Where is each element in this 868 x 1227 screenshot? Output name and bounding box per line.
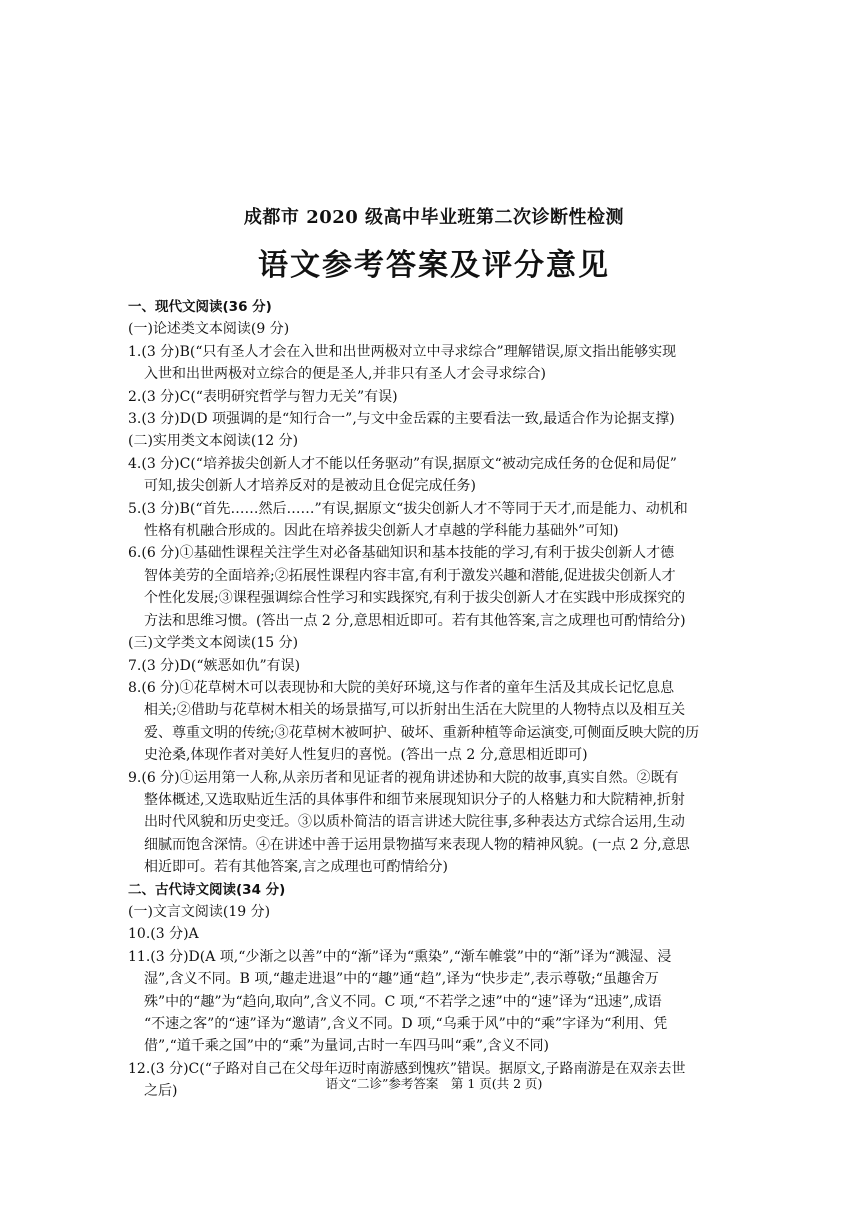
answer-line: 8.(6 分)①花草树木可以表现协和大院的美好环境,这与作者的童年生活及其成长记忆息息 bbox=[128, 679, 675, 696]
answer-line: 方法和思维习惯。(答出一点 2 分,意思相近即可。若有其他答案,言之成理也可酌情给分) bbox=[144, 612, 686, 629]
answer-line: 相关;②借助与花草树木相关的场景描写,可以折射出生活在大院里的人物特点以及相互关 bbox=[144, 702, 686, 719]
answer-line: 细腻而饱含深情。④在讲述中善于运用景物描写来表现人物的精神风貌。(一点 2 分,意思 bbox=[144, 836, 690, 853]
answer-line: 2.(3 分)C(“表明研究哲学与智力无关”有误) bbox=[128, 388, 398, 405]
answer-item bbox=[128, 923, 744, 945]
answer-item bbox=[128, 767, 744, 879]
subsection-heading: (三)文学类文本阅读(15 分) bbox=[128, 635, 299, 652]
answer-line: 9.(6 分)①运用第一人称,从亲历者和见证者的视角讲述协和大院的故事,真实自然。②既有 bbox=[128, 769, 679, 786]
answer-item bbox=[128, 408, 744, 430]
section-heading: 一、现代文阅读(36 分) bbox=[128, 299, 272, 315]
answer-item bbox=[128, 453, 744, 498]
answer-line: 4.(3 分)C(“培养拔尖创新人才不能以任务驱动”有误,据原文“被动完成任务的仓促和局促” bbox=[128, 455, 677, 472]
answer-line: 10.(3 分)A bbox=[128, 926, 199, 943]
page-footer: 语文“二诊”参考答案 第 1 页(共 2 页) bbox=[325, 1076, 543, 1091]
answer-line: 殊”中的“趣”为“趋向,取向”,含义不同。C 项,“不若学之速”中的“速”译为“迅速”,成语 bbox=[144, 993, 662, 1010]
document-title: 语文参考答案及评分意见 bbox=[258, 248, 610, 283]
answer-item bbox=[128, 498, 744, 543]
answer-line: 入世和出世两极对立综合的便是圣人,并非只有圣人才会寻求综合) bbox=[144, 366, 546, 383]
subsection-heading: (一)文言文阅读(19 分) bbox=[128, 903, 271, 920]
exam-title: 成都市 2020 级高中毕业班第二次诊断性检测 bbox=[243, 207, 625, 228]
answer-line: 1.(3 分)B(“只有圣人才会在入世和出世两极对立中寻求综合”理解错误,原文指出能够实现 bbox=[128, 343, 677, 360]
answer-item bbox=[128, 386, 744, 408]
subsection-heading: (二)实用类文本阅读(12 分) bbox=[128, 433, 299, 450]
answer-line: “不速之客”的“速”译为“邀请”,含义不同。D 项,“乌乘于风”中的“乘”字译为“利用、凭 bbox=[144, 1016, 668, 1032]
answer-line: 相近即可。若有其他答案,言之成理也可酌情给分) bbox=[144, 859, 448, 876]
answer-line: 智体美劳的全面培养;②拓展性课程内容丰富,有利于激发兴趣和潜能,促进拔尖创新人才 bbox=[144, 567, 676, 584]
answer-item bbox=[128, 946, 744, 1058]
answer-line: 12.(3 分)C(“子路对自己在父母年迈时南游感到愧疚”错误。据原文,子路南游是在双亲去世 bbox=[128, 1060, 686, 1077]
answer-item bbox=[128, 677, 744, 767]
answer-line: 5.(3 分)B(“首先……然后……”有误,据原文“拔尖创新人才不等同于天才,而是能力、动机和 bbox=[128, 500, 688, 517]
answer-line: 爱、尊重文明的传统;③花草树木被呵护、破坏、重新种植等命运演变,可侧面反映大院的历 bbox=[144, 724, 700, 741]
answer-line: 史沧桑,体现作者对美好人性复归的喜悦。(答出一点 2 分,意思相近即可) bbox=[144, 747, 588, 764]
answer-line: 11.(3 分)D(A 项,“少渐之以善”中的“渐”译为“熏染”,“渐车帷裳”中的“渐”译为“溅湿、浸 bbox=[128, 948, 672, 965]
answer-line: 出时代风貌和历史变迁。③以质朴简洁的语言讲述大院往事,多种表达方式综合运用,生动 bbox=[144, 814, 685, 831]
answer-item bbox=[128, 542, 744, 632]
answer-content bbox=[128, 296, 744, 1103]
answer-line: 整体概述,又选取贴近生活的具体事件和细节来展现知识分子的人格魅力和大院精神,折射 bbox=[144, 791, 685, 808]
answer-line: 6.(6 分)①基础性课程关注学生对必备基础知识和基本技能的学习,有利于拔尖创新人才德 bbox=[128, 545, 675, 562]
answer-line: 之后) bbox=[144, 1083, 178, 1100]
answer-item bbox=[128, 341, 744, 386]
answer-line: 性格有机融合形成的。因此在培养拔尖创新人才卓越的学科能力基础外”可知) bbox=[144, 523, 619, 540]
section-heading: 二、古代诗文阅读(34 分) bbox=[128, 881, 286, 898]
answer-line: 个性化发展;③课程强调综合性学习和实践探究,有利于拔尖创新人才在实践中形成探究的 bbox=[144, 590, 686, 607]
answer-line: 3.(3 分)D(D 项强调的是“知行合一”,与文中金岳霖的主要看法一致,最适合作为论据支撑) bbox=[128, 411, 675, 428]
answer-line: 可知,拔尖创新人才培养反对的是被动且仓促完成任务) bbox=[144, 478, 476, 495]
answer-line: 借”,“道千乘之国”中的“乘”为量词,古时一车四马叫“乘”,含义不同) bbox=[144, 1038, 549, 1055]
subsection-heading: (一)论述类文本阅读(9 分) bbox=[128, 321, 290, 338]
answer-line: 湿”,含义不同。B 项,“趣走进退”中的“趣”通“趋”,译为“快步走”,表示尊敬;“虽趣舍万 bbox=[144, 971, 659, 988]
answer-line: 7.(3 分)D(“嫉恶如仇”有误) bbox=[128, 657, 301, 674]
answer-item bbox=[128, 655, 744, 677]
